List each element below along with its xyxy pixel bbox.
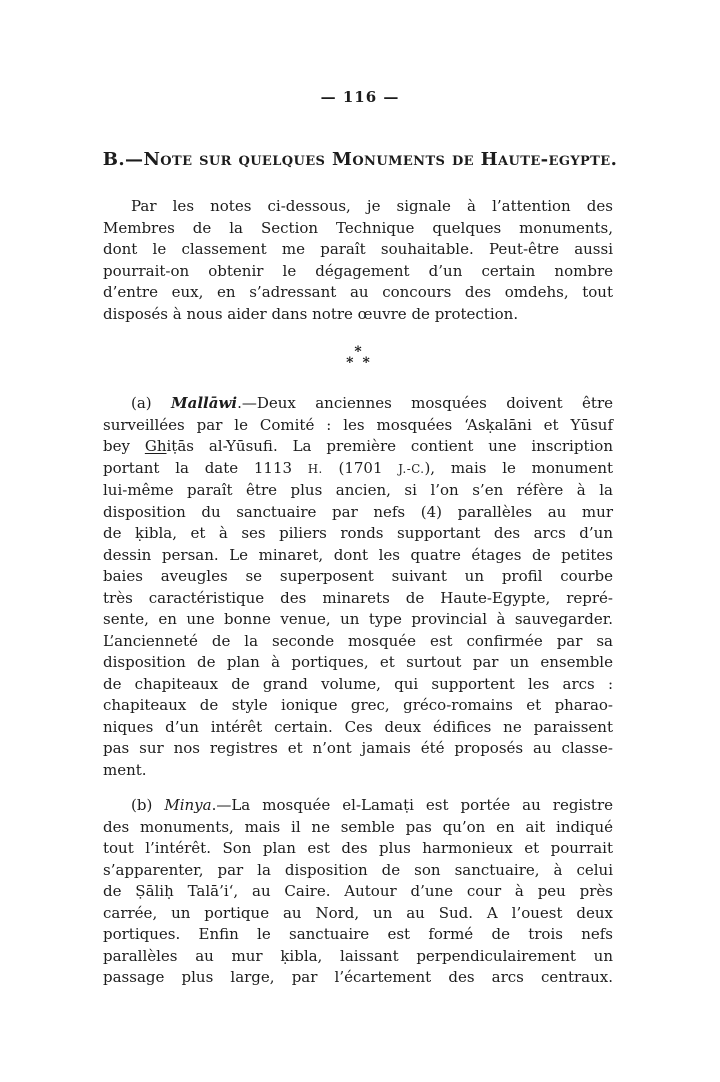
- text-line: [103, 652, 613, 674]
- text-line: [103, 881, 613, 903]
- text-segment: de Ṣāliḥ Talā’i‘, au Caire. Autour d’une cour à peu près: [103, 882, 613, 900]
- text-line: [103, 817, 613, 839]
- text-line: [103, 393, 613, 415]
- text-segment: .—La mosquée el-Lamaṭi est portée au registre: [211, 796, 614, 814]
- asterism-bottom-stars: [103, 355, 613, 373]
- text-line: [103, 838, 613, 860]
- text-segment: dont le classement me paraît souhaitable. Peut-être aussi: [103, 240, 613, 258]
- text-block: [103, 196, 613, 989]
- text-line: [103, 480, 613, 502]
- text-segment: dessin persan. Le minaret, dont les quatre étages de petites: [103, 545, 613, 564]
- text-segment: ment.: [103, 760, 147, 779]
- section-b-paragraph: [103, 795, 613, 989]
- text-segment: portant la date 1113: [103, 458, 308, 477]
- text-line: [103, 304, 613, 326]
- text-line: [103, 523, 613, 545]
- section-a-paragraph: [103, 393, 613, 781]
- text-segment: ), mais le monument: [424, 458, 614, 477]
- asterism-bottom-left-star: *: [346, 355, 354, 371]
- text-segment: iṭās al-Yūsufi. La première contient une inscription: [166, 437, 613, 455]
- text-segment: niques d’un intérêt certain. Ces deux édifices ne paraissent: [103, 717, 613, 736]
- text-segment: J.-C.: [398, 461, 425, 476]
- text-line: [103, 946, 613, 968]
- text-line: [103, 415, 613, 437]
- text-line: [103, 674, 613, 696]
- page-number: — 116 —: [320, 88, 400, 106]
- text-line: [103, 738, 613, 760]
- text-line: [103, 717, 613, 739]
- text-segment: surveillées par le Comité : les mosquées ‘Asḳalāni et Yūsuf: [103, 415, 613, 434]
- text-line: [103, 458, 613, 481]
- asterism-top-star: *: [354, 344, 362, 360]
- text-segment: (b): [131, 796, 165, 814]
- text-line: [103, 695, 613, 717]
- text-line: [103, 545, 613, 567]
- text-line: [103, 631, 613, 653]
- text-segment: Membres de la Section Technique quelques monuments,: [103, 218, 613, 237]
- text-segment: Minya: [164, 796, 212, 814]
- text-segment: d’entre eux, en s’adressant au concours des omdehs, tout: [103, 283, 613, 301]
- text-line: [103, 795, 613, 817]
- text-line: [103, 903, 613, 925]
- text-segment: des monuments, mais il ne semble pas qu’on en ait indiqué: [103, 817, 613, 836]
- text-segment: (a): [131, 394, 172, 412]
- text-segment: parallèles au mur ḳibla, laissant perpendiculairement un: [103, 946, 613, 965]
- text-line: [103, 261, 613, 283]
- text-segment: passage plus large, par l’écartement des arcs centraux.: [103, 968, 613, 986]
- text-segment: de ḳibla, et à ses piliers ronds supportant des arcs d’un: [103, 524, 613, 542]
- text-segment: bey: [103, 437, 145, 455]
- text-segment: baies aveugles se superposent suivant un profil courbe: [103, 567, 613, 585]
- text-segment: tout l’intérêt. Son plan est des plus harmonieux et pourrait: [103, 839, 613, 857]
- text-segment: lui-même paraît être plus ancien, si l’on s’en réfère à la: [103, 481, 613, 499]
- text-segment: pourrait-on obtenir le dégagement d’un certain nombre: [103, 261, 613, 280]
- text-line: [103, 588, 613, 610]
- text-line: [103, 760, 613, 782]
- text-line: [103, 218, 613, 240]
- text-segment: disposition de plan à portiques, et surtout par un ensemble: [103, 653, 613, 671]
- text-line: [103, 436, 613, 458]
- text-segment: pas sur nos registres et n’ont jamais été proposés au classe-: [103, 739, 613, 757]
- text-segment: portiques. Enfin le sanctuaire est formé de trois nefs: [103, 925, 613, 943]
- asterism-separator: [103, 344, 613, 373]
- text-segment: Par les notes ci-dessous, je signale à l’attention des: [131, 197, 613, 215]
- text-segment: s’apparenter, par la disposition de son sanctuaire, à celui: [103, 860, 613, 879]
- text-line: [103, 239, 613, 261]
- text-segment: (1701: [322, 458, 399, 477]
- text-line: [103, 860, 613, 882]
- text-line: [103, 967, 613, 989]
- text-segment: chapiteaux de style ionique grec, gréco-romains et pharao-: [103, 696, 613, 714]
- text-line: [103, 196, 613, 218]
- text-segment: sente, en une bonne venue, un type provincial à sauvegarder.: [103, 610, 613, 628]
- intro-paragraph: [103, 196, 613, 325]
- section-heading: B.—Note sur quelques Monuments de Haute-egypte.: [102, 149, 618, 170]
- text-line: [103, 282, 613, 304]
- text-segment: .—Deux anciennes mosquées doivent être: [237, 394, 613, 412]
- text-segment: carrée, un portique au Nord, un au Sud. A l’ouest deux: [103, 903, 613, 922]
- text-segment: H.: [307, 461, 323, 476]
- text-segment: disposition du sanctuaire par nefs (4) parallèles au mur: [103, 502, 613, 521]
- text-line: [103, 502, 613, 524]
- text-line: [103, 924, 613, 946]
- text-segment: Mallāwi: [171, 394, 238, 412]
- text-segment: disposés à nous aider dans notre œuvre de protection.: [103, 304, 519, 323]
- text-line: [103, 609, 613, 631]
- text-line: [103, 566, 613, 588]
- text-segment: Gh: [144, 437, 167, 455]
- text-segment: de chapiteaux de grand volume, qui supportent les arcs :: [103, 674, 613, 693]
- text-segment: très caractéristique des minarets de Haute-Egypte, repré-: [103, 588, 613, 607]
- asterism-bottom-right-star: *: [362, 355, 370, 371]
- text-segment: L’ancienneté de la seconde mosquée est confirmée par sa: [103, 631, 613, 650]
